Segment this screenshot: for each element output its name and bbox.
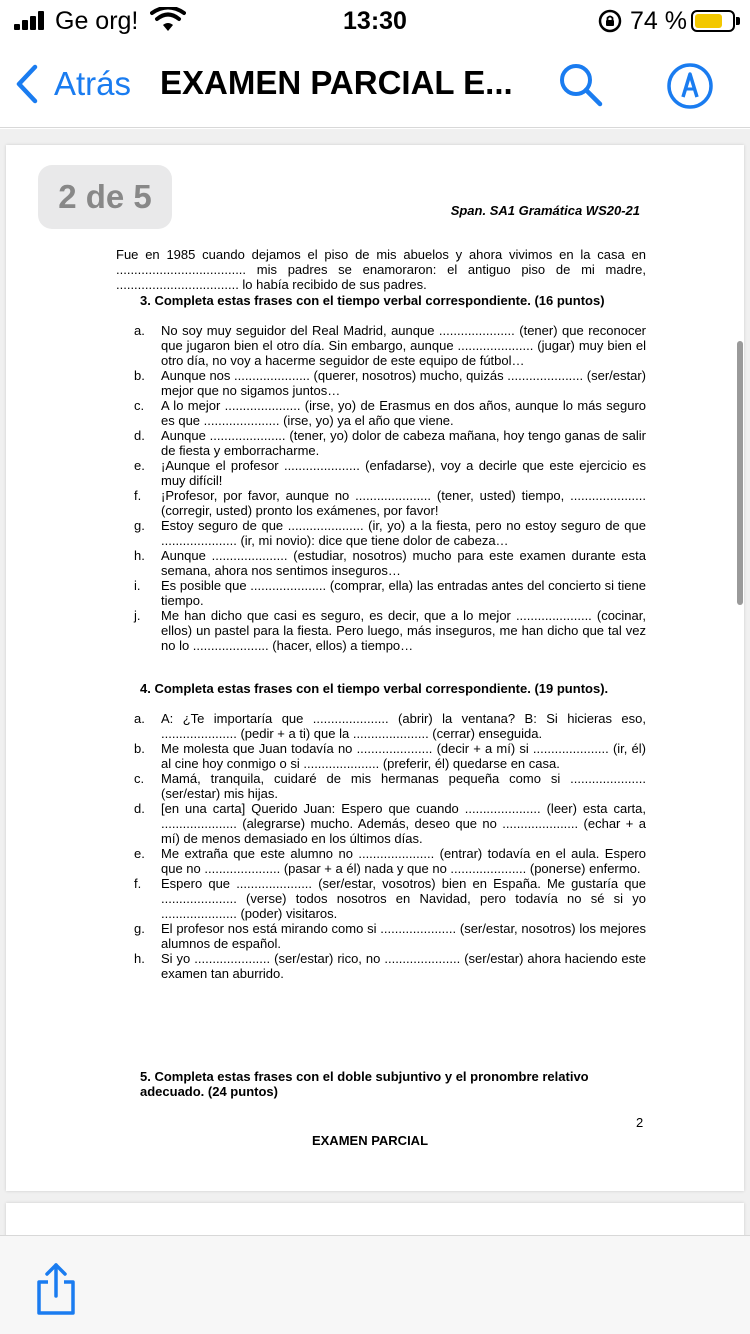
item-text: [en una carta] Querido Juan: Espero que cuando ..................... (leer) esta carta, ..................... (alegrarse) mucho. Además, deseo que no ..................... (echar + a mí) de menos demasiado en los últimos días. (161, 801, 646, 846)
item-label: c. (134, 771, 145, 786)
document-title: EXAMEN PARCIAL E... (160, 64, 513, 101)
section-4-title: 4. Completa estas frases con el tiempo verbal correspondiente. (19 puntos). (140, 681, 609, 696)
scroll-indicator[interactable] (737, 341, 743, 605)
item-text: Me han dicho que casi es seguro, es decir, que a lo mejor ..................... (cocinar, ellos) un pastel para la fiesta. Pero luego, más inseguros, me han dicho que tal vez no lo ..................... (hacer, ellos) a tiempo… (161, 608, 646, 653)
item-label: f. (134, 876, 142, 891)
item-text: ¡Profesor, por favor, aunque no ..................... (tener, usted) tiempo, ..................... (corregir, usted) pronto los exámenes, por favor! (161, 488, 646, 518)
next-page-preview (6, 1203, 744, 1235)
item-text: Me extraña que este alumno no ..................... (entrar) todavía en el aula. Espero que no ..................... (pasar + a él) nada y que no ..................... (ponerse) enfermo. (161, 846, 646, 876)
item-label: a. (134, 711, 145, 726)
section-5-title: 5. Completa estas frases con el doble subjuntivo y el pronombre relativo adecuado. (24 puntos) (140, 1069, 589, 1099)
item-text: Mamá, tranquila, cuidaré de mis hermanas pequeña como si ..................... (ser/estar) mis hijas. (161, 771, 646, 801)
exercise-item (134, 458, 646, 488)
exercise-item (134, 548, 646, 578)
intro-paragraph: Fue en 1985 cuando dejamos el piso de mis abuelos y ahora vivimos en la casa en .................................... mis padres se enamoraron: el antiguo piso de mi madre, .................................. lo había recibido de sus padres. (116, 247, 646, 292)
navigation-bar (0, 44, 750, 128)
exercise-item (134, 578, 646, 608)
exercise-item (134, 876, 646, 921)
item-label: g. (134, 518, 145, 533)
back-button[interactable] (14, 62, 131, 106)
document-page (6, 145, 744, 1191)
exercise-item (134, 323, 646, 368)
item-label: a. (134, 323, 145, 338)
back-label: Atrás (54, 65, 132, 102)
search-icon[interactable] (556, 60, 604, 108)
section-3-title: 3. Completa estas frases con el tiempo verbal correspondiente. (16 puntos) (140, 293, 605, 308)
item-label: b. (134, 741, 145, 756)
battery-percent: 74 % (630, 7, 687, 35)
item-text: Si yo ..................... (ser/estar) rico, no ..................... (ser/estar) ahora haciendo este examen tan aburrido. (161, 951, 646, 981)
page-footer: EXAMEN PARCIAL (311, 1133, 429, 1148)
exercise-item (134, 921, 646, 951)
exercise-item (134, 771, 646, 801)
item-text: A: ¿Te importaría que ..................... (abrir) la ventana? B: Si hicieras eso, ..................... (pedir + a ti) que la ..................... (cerrar) enseguida. (161, 711, 646, 741)
exercise-item (134, 518, 646, 548)
item-label: c. (134, 398, 145, 413)
status-bar (0, 0, 750, 44)
item-label: h. (134, 548, 145, 563)
item-label: h. (134, 951, 145, 966)
exercise-item (134, 801, 646, 846)
item-text: Aunque nos ..................... (querer, nosotros) mucho, quizás ..................... (ser/estar) mejor que no sigamos juntos… (161, 368, 646, 398)
item-label: b. (134, 368, 145, 383)
exercise-item (134, 368, 646, 398)
item-label: d. (134, 801, 145, 816)
item-text: No soy muy seguidor del Real Madrid, aunque ..................... (tener) que reconocer que jugaron bien el otro día. Sin embargo, aunque ..................... (jugar) muy bien el otro día, no voy a hacerme seguidor de este equipo de fútbol… (161, 323, 646, 368)
section-4-items (134, 711, 646, 981)
item-text: A lo mejor ..................... (irse, yo) de Erasmus en dos años, aunque lo más seguro es que ..................... (irse, yo) ya el año que viene. (161, 398, 646, 428)
page-indicator: 2 de 5 (38, 165, 172, 229)
item-text: Estoy seguro de que ..................... (ir, yo) a la fiesta, pero no estoy seguro de que ..................... (ir, mi novio): dice que tiene dolor de cabeza… (161, 518, 646, 548)
orientation-lock-icon (598, 9, 622, 33)
item-label: d. (134, 428, 145, 443)
chevron-left-icon (14, 64, 40, 104)
item-text: Aunque ..................... (estudiar, nosotros) mucho para este examen durante esta semana, ahora nos sentimos inseguros… (161, 548, 646, 578)
item-text: Es posible que ..................... (comprar, ella) las entradas antes del concierto si tiene tiempo. (161, 578, 646, 608)
item-text: ¡Aunque el profesor ..................... (enfadarse), voy a decirle que este ejercicio es muy difícil! (161, 458, 646, 488)
item-text: Me molesta que Juan todavía no ..................... (decir + a mí) si ..................... (ir, él) al cine hoy conmigo o si ..................... (preferir, él) quedarse en casa. (161, 741, 646, 771)
item-text: El profesor nos está mirando como si ..................... (ser/estar, nosotros) los mejores alumnos de español. (161, 921, 646, 951)
markup-pen-icon[interactable] (666, 62, 714, 110)
exercise-item (134, 488, 646, 518)
exercise-item (134, 398, 646, 428)
clock-time: 13:30 (343, 7, 407, 35)
section-3-items (134, 323, 646, 653)
document-header: Span. SA1 Gramática WS20-21 (450, 203, 640, 218)
document-viewer[interactable] (0, 129, 750, 1235)
exercise-item (134, 951, 646, 981)
item-label: e. (134, 458, 145, 473)
item-label: i. (134, 578, 141, 593)
item-text: Espero que ..................... (ser/estar, vosotros) bien en España. Me gustaría que ..................... (verse) todos nosotros en Navidad, pero todavía no sé si yo ..................... (poder) visitaros. (161, 876, 646, 921)
exercise-item (134, 711, 646, 741)
exercise-item (134, 741, 646, 771)
exercise-item (134, 846, 646, 876)
page-number: 2 (636, 1115, 644, 1130)
battery-icon (691, 10, 735, 32)
item-label: f. (134, 488, 142, 503)
exercise-item (134, 608, 646, 653)
item-text: Aunque ..................... (tener, yo) dolor de cabeza mañana, hoy tengo ganas de salir de fiesta y emborracharme. (161, 428, 646, 458)
item-label: e. (134, 846, 145, 861)
exercise-item (134, 428, 646, 458)
bottom-toolbar (0, 1235, 750, 1334)
item-label: j. (134, 608, 141, 623)
item-label: g. (134, 921, 145, 936)
carrier-name: Ge org! (55, 7, 139, 35)
share-icon[interactable] (34, 1262, 78, 1316)
